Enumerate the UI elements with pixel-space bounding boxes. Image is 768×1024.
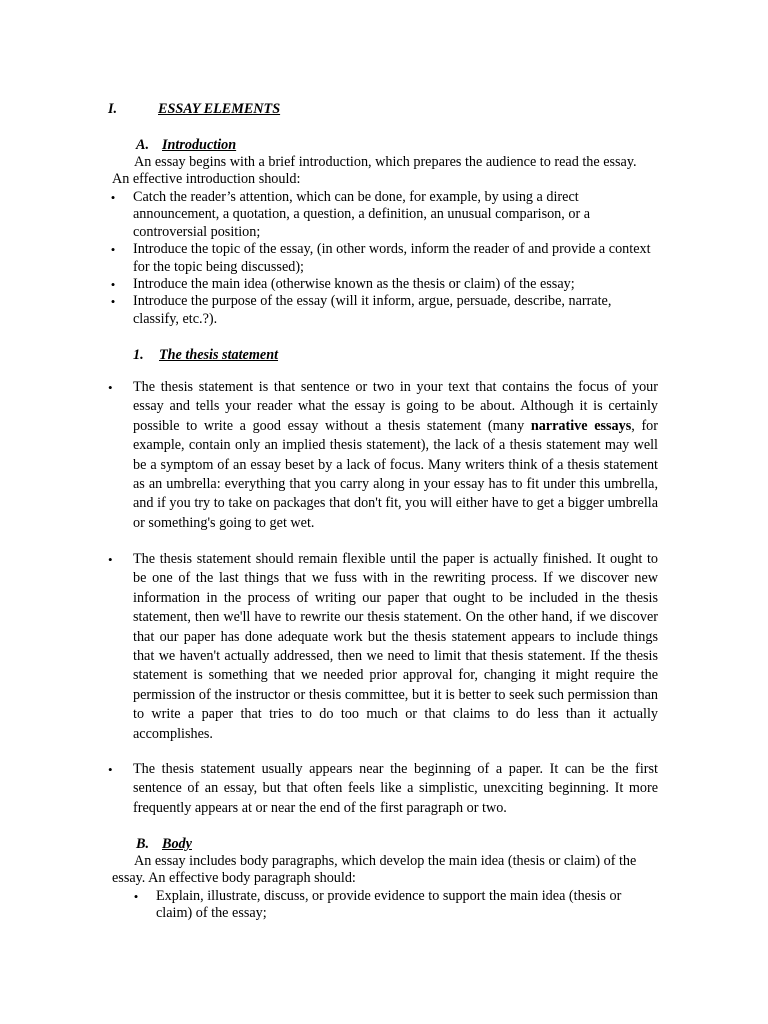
list-item-text: The thesis statement usually appears near the beginning of a paper. It can be the first sentence of an essay, but that often feels like a simplistic, unexciting beginning. It more frequently appears at or near the end of the first paragraph or two.	[133, 761, 658, 816]
list-item-text: Introduce the topic of the essay, (in other words, inform the reader of and provide a context for the topic being discussed);	[133, 241, 651, 275]
bullet-icon: •	[133, 889, 139, 904]
intro-heading	[136, 137, 236, 154]
list-item-text: Introduce the main idea (otherwise known as the thesis or claim) of the essay;	[133, 276, 575, 293]
thesis-number: 1.	[133, 347, 144, 363]
bullet-icon: •	[108, 380, 113, 395]
bullet-icon: •	[108, 552, 113, 567]
thesis-bullet-list-2	[108, 550, 658, 744]
list-item	[133, 888, 656, 923]
body-letter: B.	[136, 836, 150, 852]
intro-paragraph: An essay begins with a brief introduction, which prepares the audience to read the essay. An effective introduction should:	[112, 154, 637, 188]
list-item	[108, 760, 658, 818]
section-number: I.	[108, 101, 118, 117]
body-paragraph: An essay includes body paragraphs, which develop the main idea (thesis or claim) of the essay. An effective body paragraph should:	[112, 853, 637, 887]
list-item-text: Introduce the purpose of the essay (will it inform, argue, persuade, describe, narrate, classify, etc.?).	[133, 293, 612, 327]
intro-title: Introduction	[162, 137, 237, 153]
list-item	[110, 241, 653, 276]
thesis-bullet-list	[108, 378, 659, 533]
bullet-icon: •	[110, 242, 116, 258]
thesis-bullet-list-3	[108, 760, 658, 818]
list-item	[110, 293, 653, 328]
list-item	[108, 378, 659, 533]
section-title: ESSAY ELEMENTS	[158, 101, 281, 117]
list-item-text: Catch the reader’s attention, which can be done, for example, by using a direct announcement, a quotation, a question, a definition, an unusual comparison, or a controversial position;	[133, 189, 591, 240]
thesis-text-part2: , for example, contain only an implied thesis statement), the lack of a thesis statement may well be a symptom of an essay beset by a lack of focus. Many writers think of a thesis statement as an umbrella: everything that you carry along in your essay has to fit under this umbrella, and if you try to take on packages that don't fit, you will either have to get a bigger umbrella or something's going to get wet.	[133, 417, 659, 531]
bullet-icon: •	[110, 190, 116, 205]
thesis-text-part1: The thesis statement is that sentence or two in your text that contains the focus of your essay and tells your reader what the essay is going to be about. Although it is certainly possible to write a good essay without a thesis statement (many	[133, 379, 658, 434]
list-item	[110, 276, 653, 293]
list-item	[108, 550, 658, 744]
list-item-text: Explain, illustrate, discuss, or provide evidence to support the main idea (thesis or claim) of the essay;	[156, 888, 622, 922]
narrative-essays-bold: narrative essays	[530, 417, 632, 434]
list-item	[110, 189, 653, 241]
section-heading	[108, 101, 280, 118]
body-heading	[136, 836, 192, 853]
intro-letter: A.	[136, 137, 150, 153]
body-title: Body	[162, 836, 192, 852]
list-item-text: The thesis statement should remain flexible until the paper is actually finished. It ought to be one of the last things that we fuss with in the rewriting process. If we discover new information in the process of writing our paper that ought to be included in the thesis statement, then we'll have to rewrite our thesis statement. On the other hand, if we discover that our paper has done adequate work but the thesis statement appears to include things that we haven't actually addressed, then we need to limit that thesis statement. If the thesis statement is something that we needed prior approval for, changing it might require the permission of the instructor or thesis committee, but it is better to seek such permission than to write a paper that tries to do too much or that claims to do less than it actually accomplishes.	[133, 551, 658, 742]
bullet-icon: •	[110, 277, 116, 293]
intro-bullet-list	[110, 189, 653, 328]
thesis-title: The thesis statement	[159, 347, 279, 363]
body-bullet-list	[133, 888, 656, 923]
bullet-icon: •	[110, 294, 116, 310]
thesis-heading	[133, 347, 278, 364]
bullet-icon: •	[108, 762, 113, 777]
